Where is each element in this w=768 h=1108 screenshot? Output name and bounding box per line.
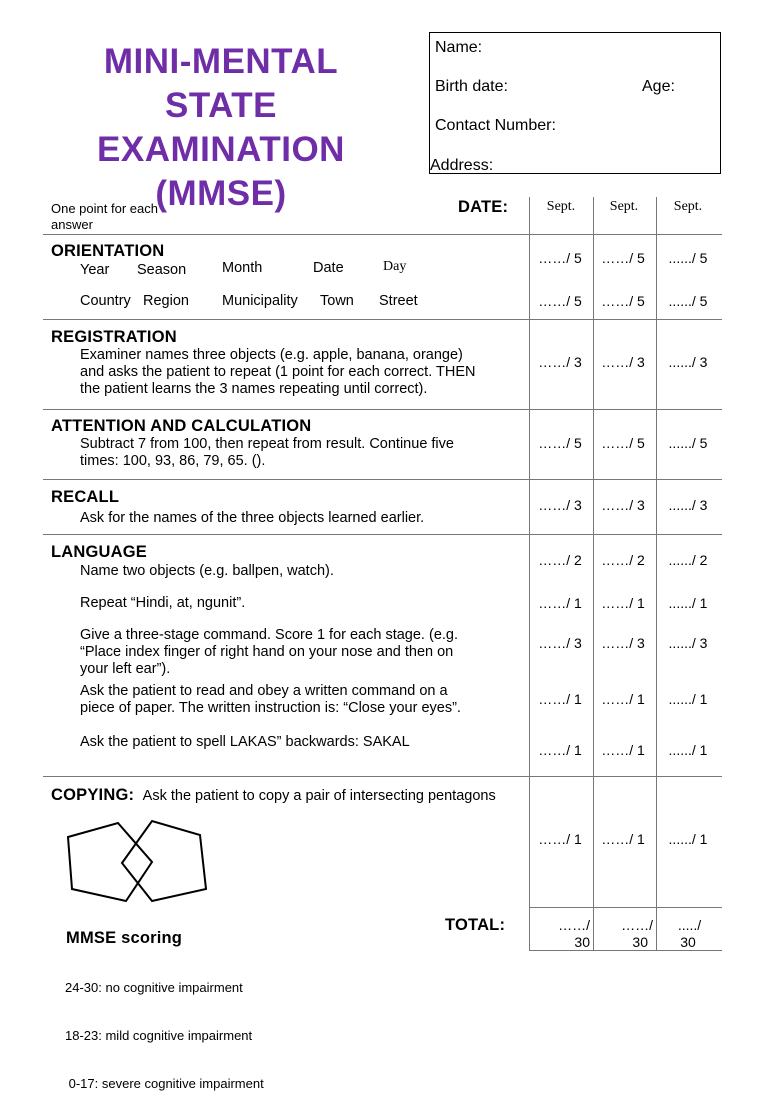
score-field[interactable]: ……/ 3 — [538, 635, 582, 651]
score-field[interactable]: ……/ 1 — [538, 691, 582, 707]
date-column-1: Sept. — [546, 199, 576, 214]
section-divider — [43, 319, 722, 320]
address-label: Address: — [430, 157, 494, 174]
copying-heading: COPYING: — [51, 786, 135, 804]
text-line: times: 100, 93, 86, 79, 65. (). — [80, 453, 266, 469]
score-field[interactable]: ....../ 1 — [668, 742, 708, 758]
language-item-spell: Ask the patient to spell LAKAS” backwards: SAKAL — [80, 734, 410, 750]
scoring-heading: MMSE scoring — [66, 929, 183, 947]
language-item-repeat: Repeat “Hindi, at, ngunit”. — [80, 595, 246, 611]
total-divider — [529, 907, 722, 908]
section-divider — [43, 534, 722, 535]
score-field[interactable]: ……/ 1 — [538, 831, 582, 847]
text-line: Give a three-stage command. Score 1 for each stage. (e.g. — [80, 627, 458, 643]
score-field[interactable]: ……/ 5 — [538, 293, 582, 309]
score-field[interactable]: ....../ 5 — [668, 293, 708, 309]
score-field[interactable]: ……/ 5 — [538, 250, 582, 266]
orientation-item-season: Season — [137, 262, 187, 278]
registration-heading: REGISTRATION — [51, 328, 177, 346]
title-line: STATE — [164, 86, 278, 125]
section-divider — [43, 409, 722, 410]
registration-text — [80, 347, 520, 398]
page-title — [62, 40, 380, 216]
score-field[interactable]: ……/ 3 — [601, 497, 645, 513]
date-column-2: Sept. — [609, 199, 639, 214]
scoring-line: 0-17: severe cognitive impairment — [65, 1076, 264, 1091]
score-field[interactable]: ……/ 3 — [538, 354, 582, 370]
section-divider — [43, 479, 722, 480]
contact-number-label: Contact Number: — [435, 117, 556, 134]
date-label: DATE: — [458, 198, 509, 216]
text-line: Ask the patient to read and obey a written command on a — [80, 683, 448, 699]
copying-instruction: Ask the patient to copy a pair of intersecting pentagons — [142, 788, 496, 804]
orientation-item-year: Year — [80, 262, 110, 278]
language-item-three-stage — [80, 627, 520, 678]
score-field[interactable]: ……/ 2 — [601, 552, 645, 568]
attention-text — [80, 436, 520, 470]
section-divider — [43, 234, 722, 235]
age-label: Age: — [642, 78, 675, 95]
score-field[interactable]: ....../ 3 — [668, 354, 708, 370]
one-point-note: One point for each answer — [51, 201, 158, 232]
orientation-item-street: Street — [379, 293, 418, 309]
language-item-read-obey — [80, 683, 520, 717]
total-max-score: 30 — [680, 934, 696, 950]
score-field[interactable]: ……/ 3 — [601, 635, 645, 651]
name-label: Name: — [435, 39, 483, 56]
title-line: EXAMINATION — [97, 130, 345, 169]
copying-row — [51, 786, 496, 805]
text-line: “Place index finger of right hand on your nose and then on — [80, 644, 454, 660]
score-field[interactable]: ....../ 5 — [668, 250, 708, 266]
score-field[interactable]: ....../ 3 — [668, 635, 708, 651]
orientation-item-date: Date — [313, 260, 344, 276]
total-score-field[interactable]: ……/ — [621, 917, 653, 933]
orientation-item-town: Town — [320, 293, 354, 309]
score-field[interactable]: ……/ 1 — [538, 742, 582, 758]
total-max-score: 30 — [574, 934, 590, 950]
date-column-3: Sept. — [673, 199, 703, 214]
score-field[interactable]: ……/ 3 — [601, 354, 645, 370]
orientation-item-month: Month — [222, 260, 263, 276]
total-score-field[interactable]: ...../ — [677, 917, 702, 933]
orientation-heading: ORIENTATION — [51, 242, 165, 260]
title-line: (MMSE) — [155, 174, 287, 213]
orientation-item-day: Day — [383, 259, 407, 274]
recall-text: Ask for the names of the three objects learned earlier. — [80, 510, 425, 526]
language-heading: LANGUAGE — [51, 543, 148, 561]
scoring-line: 18-23: mild cognitive impairment — [65, 1028, 253, 1043]
score-field[interactable]: ……/ 3 — [538, 497, 582, 513]
orientation-item-municipality: Municipality — [222, 293, 298, 309]
section-divider — [43, 776, 722, 777]
score-field[interactable]: ....../ 1 — [668, 831, 708, 847]
text-line: piece of paper. The written instruction is: “Close your eyes”. — [80, 700, 461, 716]
scoring-legend — [65, 948, 264, 1108]
score-field[interactable]: ……/ 5 — [601, 250, 645, 266]
score-field[interactable]: ....../ 3 — [668, 497, 708, 513]
intersecting-pentagons-figure — [60, 815, 220, 911]
text-line: your left ear”). — [80, 661, 171, 677]
text-line: and asks the patient to repeat (1 point for each correct. THEN — [80, 364, 476, 380]
attention-heading: ATTENTION AND CALCULATION — [51, 417, 312, 435]
score-field[interactable]: ....../ 2 — [668, 552, 708, 568]
language-item-name-objects: Name two objects (e.g. ballpen, watch). — [80, 563, 334, 579]
birth-date-label: Birth date: — [435, 78, 508, 95]
score-field[interactable]: ....../ 1 — [668, 595, 708, 611]
orientation-item-region: Region — [143, 293, 189, 309]
score-field[interactable]: ……/ 2 — [538, 552, 582, 568]
orientation-item-country: Country — [80, 293, 131, 309]
scoring-line: 24-30: no cognitive impairment — [65, 980, 243, 995]
text-line: Subtract 7 from 100, then repeat from result. Continue five — [80, 436, 454, 452]
text-line: Examiner names three objects (e.g. apple, banana, orange) — [80, 347, 463, 363]
total-label: TOTAL: — [445, 916, 506, 934]
recall-heading: RECALL — [51, 488, 120, 506]
score-field[interactable]: ……/ 1 — [538, 595, 582, 611]
score-field[interactable]: ....../ 5 — [668, 435, 708, 451]
score-field[interactable]: ……/ 1 — [601, 595, 645, 611]
score-field[interactable]: ....../ 1 — [668, 691, 708, 707]
score-field[interactable]: ……/ 5 — [601, 435, 645, 451]
score-field[interactable]: ……/ 1 — [601, 831, 645, 847]
score-field[interactable]: ……/ 5 — [538, 435, 582, 451]
title-line: MINI-MENTAL — [103, 42, 339, 81]
text-line: the patient learns the 3 names repeating until correct). — [80, 381, 428, 397]
score-field[interactable]: ……/ 1 — [601, 742, 645, 758]
score-field[interactable]: ……/ 1 — [601, 691, 645, 707]
total-max-score: 30 — [632, 934, 648, 950]
score-field[interactable]: ……/ 5 — [601, 293, 645, 309]
total-divider — [529, 950, 722, 951]
total-score-field[interactable]: ……/ — [558, 917, 590, 933]
